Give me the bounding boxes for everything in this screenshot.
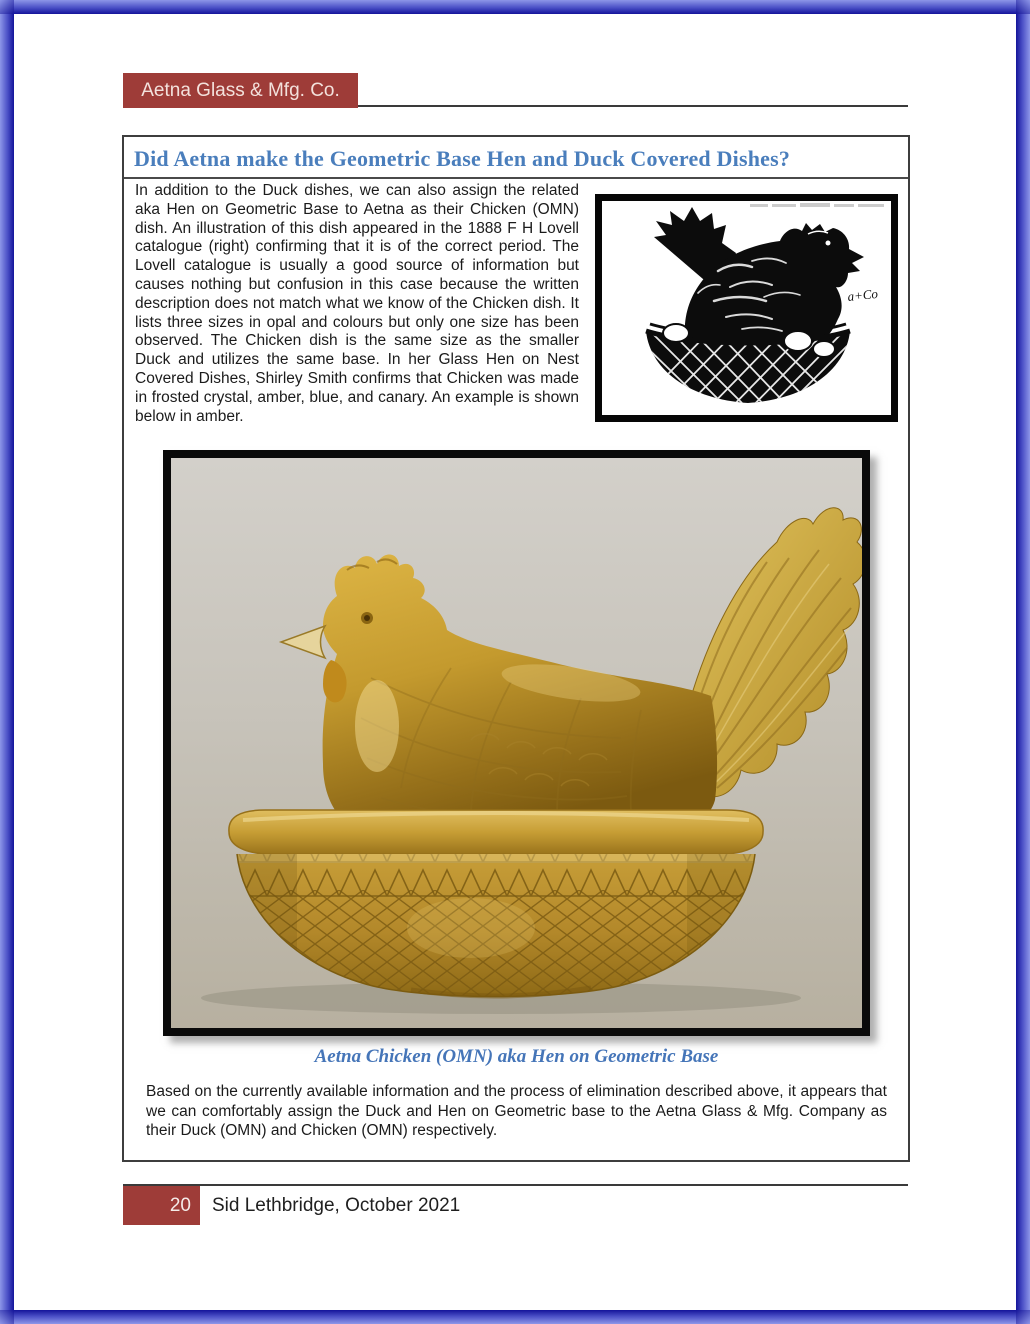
article-body	[124, 179, 908, 1141]
photo-caption: Aetna Chicken (OMN) aka Hen on Geometric Base	[314, 1046, 719, 1068]
header-banner	[123, 73, 358, 108]
page-border-corner-tr	[1016, 0, 1030, 14]
newsletter-title: Aetna Glass & Mfg. Co.	[141, 80, 340, 101]
amber-chicken-photo	[163, 450, 870, 1036]
page-number-box	[123, 1186, 200, 1225]
paragraph-1: In addition to the Duck dishes, we can also assign the related aka Hen on Geometric Base to Aetna as their Chicken (OMN) dish. An illustration of this dish appeared in the 1888 F H Lovell catalogue (right) confirming that it is of the correct period. The Lovell catalogue is usually a good source of information but causes nothing but confusion in this case because the written description does not match what we know of the Chicken dish. It lists three sizes in opal and colours but only one size has been observed. The Chicken dish is the same size as the smaller Duck and utilizes the same base. In her Glass Hen on Nest Covered Dishes, Shirley Smith confirms that Chicken was made in frosted crystal, amber, blue, and canary. An example is shown below in amber.	[135, 182, 579, 425]
page-border-corner-bl	[0, 1310, 14, 1324]
hen-eye	[826, 241, 831, 246]
page-border-top	[0, 0, 1030, 14]
page-border-right	[1016, 0, 1030, 1324]
page-border-left	[0, 0, 14, 1324]
page-border-corner-tl	[0, 0, 14, 14]
handwritten-annotation: a+Co	[846, 285, 879, 304]
header-rule	[358, 105, 908, 107]
lovell-catalogue-figure	[595, 194, 898, 422]
article-title: Did Aetna make the Geometric Base Hen and Duck Covered Dishes?	[124, 137, 908, 179]
footer-credit: Sid Lethbridge, October 2021	[212, 1195, 461, 1216]
amber-hen-on-nest-image	[171, 458, 862, 1028]
paragraph-2: Based on the currently available information and the process of elimination described above, it appears that we can comfortably assign the Duck and Hen on Geometric base to the Aetna Glass & Mfg. Company as their Duck (OMN) and Chicken (OMN) respectively.	[146, 1083, 887, 1140]
lovell-hen-engraving	[602, 201, 891, 415]
article-box	[122, 135, 910, 1162]
page-border-corner-br	[1016, 1310, 1030, 1324]
page-number: 20	[169, 1195, 191, 1216]
page-border-bottom	[0, 1310, 1030, 1324]
breast-highlight	[355, 680, 399, 772]
